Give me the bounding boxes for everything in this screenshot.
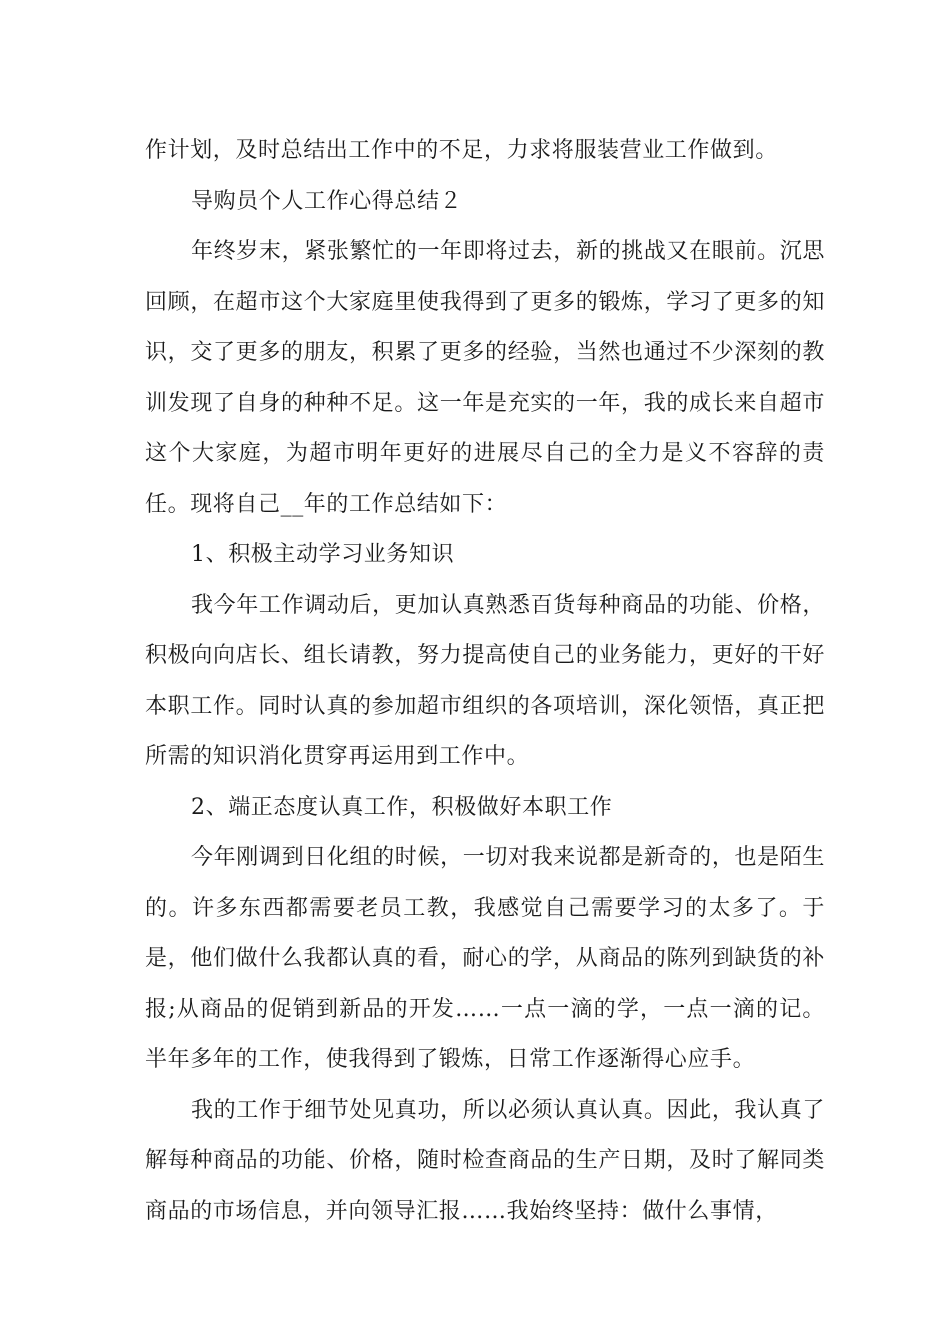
section-heading-1: 1、积极主动学习业务知识 [191,542,455,567]
paragraph-intro: 年终岁末，紧张繁忙的一年即将过去，新的挑战又在眼前。沉思回顾，在超市这个大家庭里使我得到了更多的锻炼，学习了更多的知识，交了更多的朋友，积累了更多的经验，当然也通过不少深刻的教训发现了自身的种种不足。这一年是充实的一年，我的成长来自超市这个大家庭，为超市明年更好的进展尽自己的全力是义不容辞的责任。现将自己__年的工作总结如下： [145,239,825,517]
paragraph-study: 我今年工作调动后，更加认真熟悉百货每种商品的功能、价格，积极向向店长、组长请教，努力提高使自己的业务能力，更好的干好本职工作。同时认真的参加超市组织的各项培训，深化领悟，真正把所需的知识消化贯穿再运用到工作中。 [145,592,825,769]
paragraph-details: 我的工作于细节处见真功，所以必须认真认真。因此，我认真了解每种商品的功能、价格，随时检查商品的生产日期，及时了解同类商品的市场信息，并向领导汇报……我始终坚持：做什么事情， [145,1097,825,1224]
paragraph-continuation: 作计划，及时总结出工作中的不足，力求将服装营业工作做到。 [145,138,778,163]
section-heading-2: 2、端正态度认真工作，积极做好本职工作 [191,794,613,820]
section-title: 导购员个人工作心得总结２ [191,188,463,214]
paragraph-attitude: 今年刚调到日化组的时候，一切对我来说都是新奇的，也是陌生的。许多东西都需要老员工教，我感觉自己需要学习的太多了。于是，他们做什么我都认真的看，耐心的学，从商品的陈列到缺货的补报;从商品的促销到新品的开发……一点一滴的学，一点一滴的记。半年多年的工作，使我得到了锻炼，日常工作逐渐得心应手。 [145,845,825,1072]
document-body [145,126,825,1237]
